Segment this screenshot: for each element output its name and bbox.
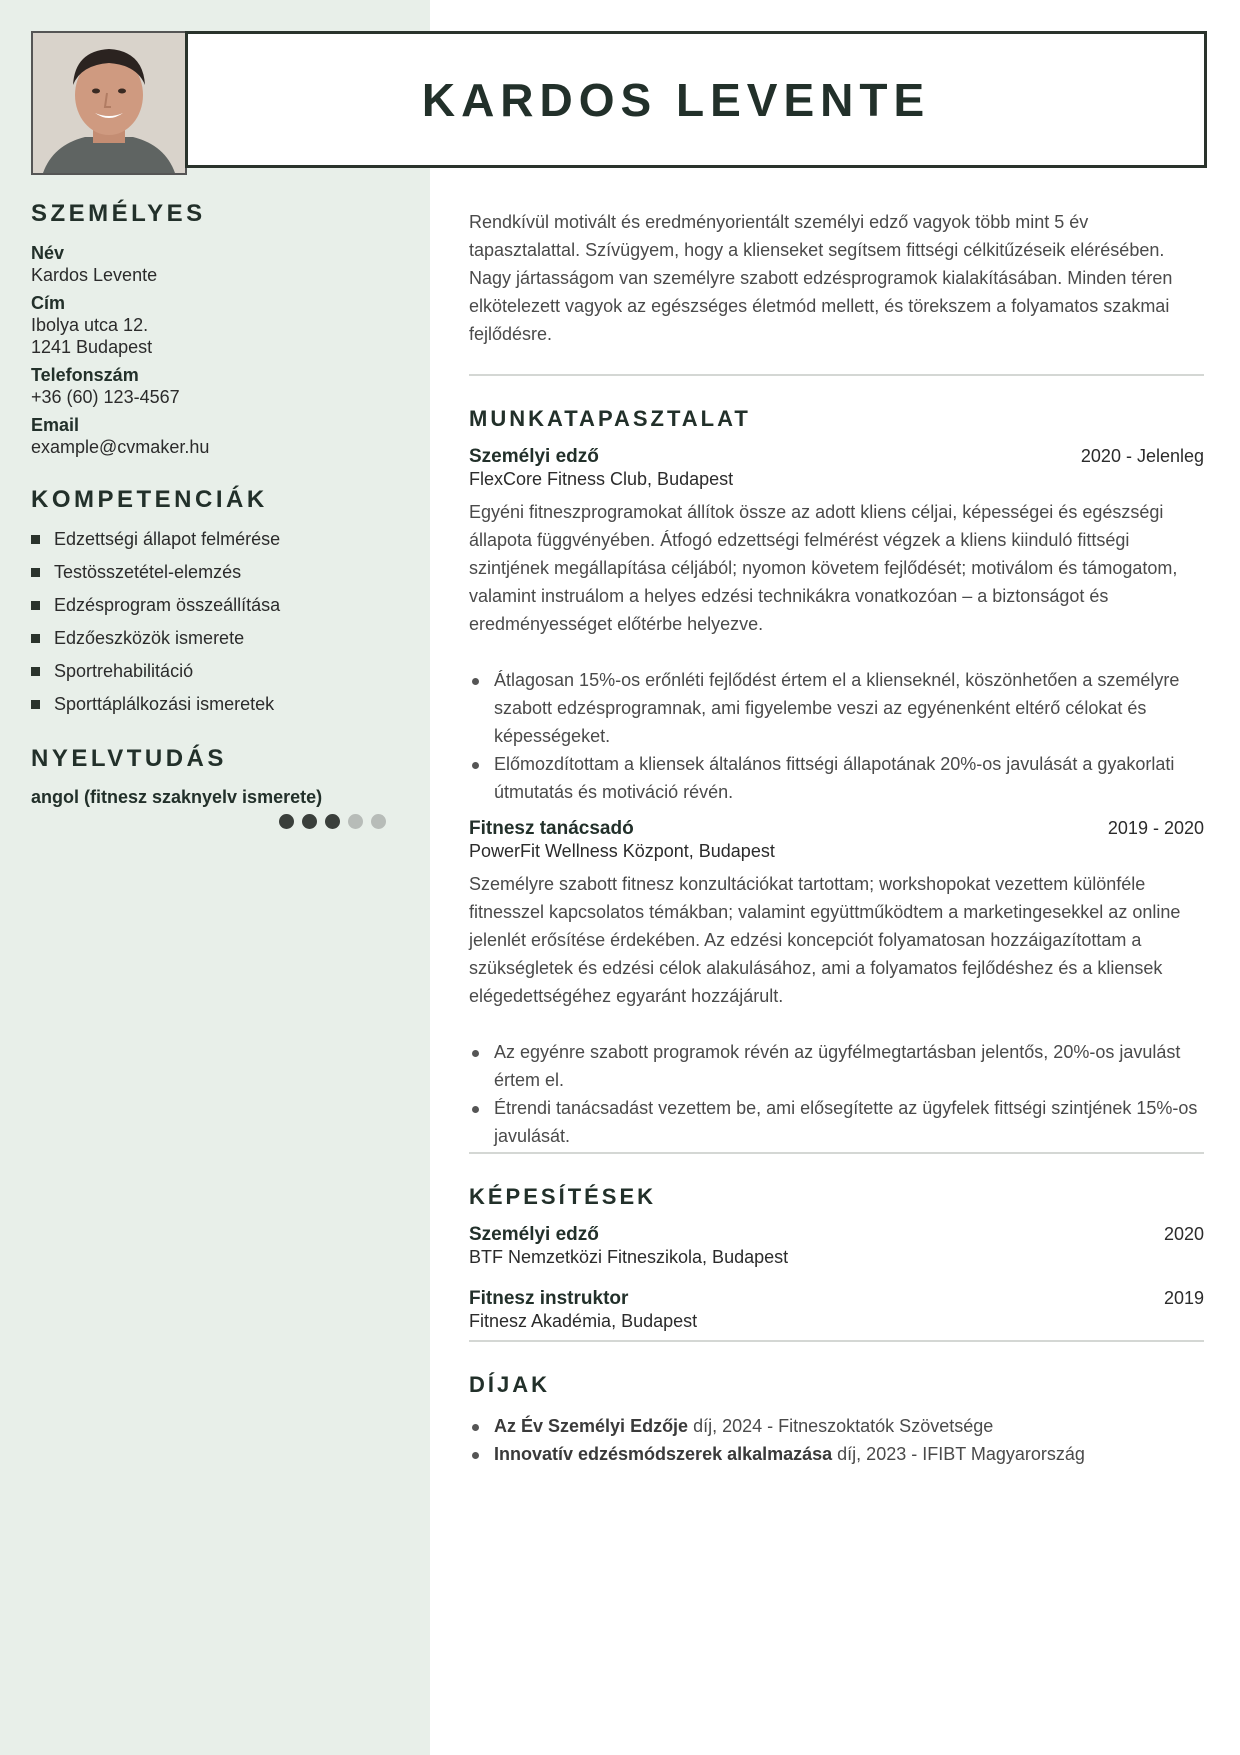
field-label: Cím — [31, 293, 66, 313]
language-level-rating — [31, 814, 401, 829]
skill-label: Sporttáplálkozási ismeretek — [54, 694, 275, 714]
level-dot-filled — [302, 814, 317, 829]
skill-item — [31, 528, 401, 550]
skill-item — [31, 594, 401, 616]
main-content — [469, 208, 1204, 1468]
job-description: Egyéni fitneszprogramokat állítok össze az adott kliens céljai, képességei és egészségi állapota függvényében. Átfogó edzettségi felmérést végzek a kliens kiinduló fittségi szintjének megállapítása céljából; nyomon követem fejlődését; motiválom és támogatom, valamint instruálom a helyes edzési technikákra vonatkozóan – a biztonságot és eredményességet előtérbe helyezve. — [469, 502, 1178, 634]
skill-label: Testösszetétel-elemzés — [54, 562, 242, 582]
job-date: 2020 - Jelenleg — [1080, 446, 1204, 466]
job-title: Személyi edző — [469, 446, 599, 467]
job-place: PowerFit Wellness Központ, Budapest — [469, 841, 775, 861]
field-label: Email — [31, 415, 80, 435]
achievement-item: Előmozdítottam a kliensek általános fittségi állapotának 20%-os javulását a gyakorlati útmutatás és motiváció révén. — [469, 750, 1204, 806]
email-link[interactable]: example@cvmaker.hu — [31, 437, 210, 457]
qualification-date: 2019 — [1163, 1288, 1204, 1308]
qualifications-heading: KÉPESÍTÉSEK — [469, 1184, 657, 1209]
award-name: Innovatív edzésmódszerek alkalmazása — [494, 1444, 833, 1464]
job-entry — [469, 446, 1204, 806]
job-entry — [469, 818, 1204, 1150]
award-item — [469, 1440, 1204, 1468]
job-title: Fitnesz tanácsadó — [469, 818, 634, 839]
qualification-title: Személyi edző — [469, 1224, 599, 1245]
level-dot-empty — [371, 814, 386, 829]
address-field — [31, 292, 401, 358]
qualification-title: Fitnesz instruktor — [469, 1288, 629, 1309]
square-bullet-icon — [31, 568, 40, 577]
job-place: FlexCore Fitness Club, Budapest — [469, 469, 734, 489]
skills-list — [31, 528, 401, 715]
email-field — [31, 414, 401, 458]
experience-heading: MUNKATAPASZTALAT — [469, 406, 751, 431]
square-bullet-icon — [31, 601, 40, 610]
profile-photo — [31, 31, 187, 175]
field-value: 1241 Budapest — [31, 337, 153, 357]
name-field — [31, 242, 401, 286]
square-bullet-icon — [31, 634, 40, 643]
skill-item — [31, 693, 401, 715]
level-dot-filled — [325, 814, 340, 829]
languages-heading: NYELVTUDÁS — [31, 745, 227, 772]
sidebar-content — [31, 200, 401, 829]
qualification-entry — [469, 1224, 1204, 1268]
skill-item — [31, 660, 401, 682]
divider — [469, 374, 1204, 376]
skill-label: Edzésprogram összeállítása — [54, 595, 281, 615]
job-achievements — [469, 1038, 1204, 1150]
award-item — [469, 1412, 1204, 1440]
job-description: Személyre szabott fitnesz konzultációkat tartottam; workshopokat vezettem különféle fitnesszel kapcsolatos témákban; valamint együttműködtem a marketingesekkel az online jelenlét erősítése érdekében. Az edzési koncepciót folyamatosan hozzáigazítottam a szükségletek és edzési célok alakulásához, ami a folyamatos fejlődéshez és a kliensek elégedettségéhez egyaránt hozzájárult. — [469, 874, 1181, 1006]
awards-heading: DÍJAK — [469, 1372, 551, 1397]
field-label: Név — [31, 243, 65, 263]
job-date: 2019 - 2020 — [1107, 818, 1204, 838]
level-dot-empty — [348, 814, 363, 829]
divider — [469, 1152, 1204, 1154]
personal-heading: SZEMÉLYES — [31, 200, 206, 227]
skill-label: Sportrehabilitáció — [54, 661, 194, 681]
divider — [469, 1340, 1204, 1342]
job-achievements — [469, 666, 1204, 806]
skill-item — [31, 561, 401, 583]
square-bullet-icon — [31, 535, 40, 544]
square-bullet-icon — [31, 700, 40, 709]
achievement-item: Az egyénre szabott programok révén az ügyfélmegtartásban jelentős, 20%-os javulást értem el. — [469, 1038, 1204, 1094]
level-dot-filled — [279, 814, 294, 829]
field-value: +36 (60) 123-4567 — [31, 387, 180, 407]
qualification-place: Fitnesz Akadémia, Budapest — [469, 1311, 698, 1331]
award-name: Az Év Személyi Edzője — [494, 1416, 689, 1436]
achievement-item: Átlagosan 15%-os erőnléti fejlődést értem el a klienseknél, köszönhetően a személyre szabott edzésprogramnak, ami figyelembe veszi az egyénenként eltérő célokat és képességeket. — [469, 666, 1204, 750]
qualification-date: 2020 — [1163, 1224, 1204, 1244]
skill-label: Edzőeszközök ismerete — [54, 628, 245, 648]
skill-label: Edzettségi állapot felmérése — [54, 529, 281, 549]
field-value: Kardos Levente — [31, 265, 158, 285]
field-label: Telefonszám — [31, 365, 139, 385]
profile-summary: Rendkívül motivált és eredményorientált személyi edző vagyok több mint 5 év tapasztalattal. Szívügyem, hogy a klienseket segítsem fittségi célkitűzéseik elérésében. Nagy jártasságom van személyre szabott edzésprogramok kialakításában. Minden téren elkötelezett vagyok az egészséges életmód mellett, és törekszem a folyamatos szakmai fejlődésre. — [469, 212, 1173, 344]
full-name: KARDOS LEVENTE — [421, 73, 931, 126]
award-details: díj, 2023 - IFIBT Magyarország — [832, 1444, 1085, 1464]
skills-heading: KOMPETENCIÁK — [31, 486, 268, 513]
square-bullet-icon — [31, 667, 40, 676]
awards-list — [469, 1412, 1204, 1468]
skill-item — [31, 627, 401, 649]
achievement-item: Étrendi tanácsadást vezettem be, ami elősegítette az ügyfelek fittségi szintjének 15%-os javulását. — [469, 1094, 1204, 1150]
name-header — [185, 31, 1207, 168]
qualification-place: BTF Nemzetközi Fitneszikola, Budapest — [469, 1247, 789, 1267]
field-value: Ibolya utca 12. — [31, 315, 149, 335]
language-name: angol (fitnesz szaknyelv ismerete) — [31, 787, 323, 807]
phone-field — [31, 364, 401, 408]
qualification-entry — [469, 1288, 1204, 1332]
award-details: díj, 2024 - Fitneszoktatók Szövetsége — [688, 1416, 994, 1436]
